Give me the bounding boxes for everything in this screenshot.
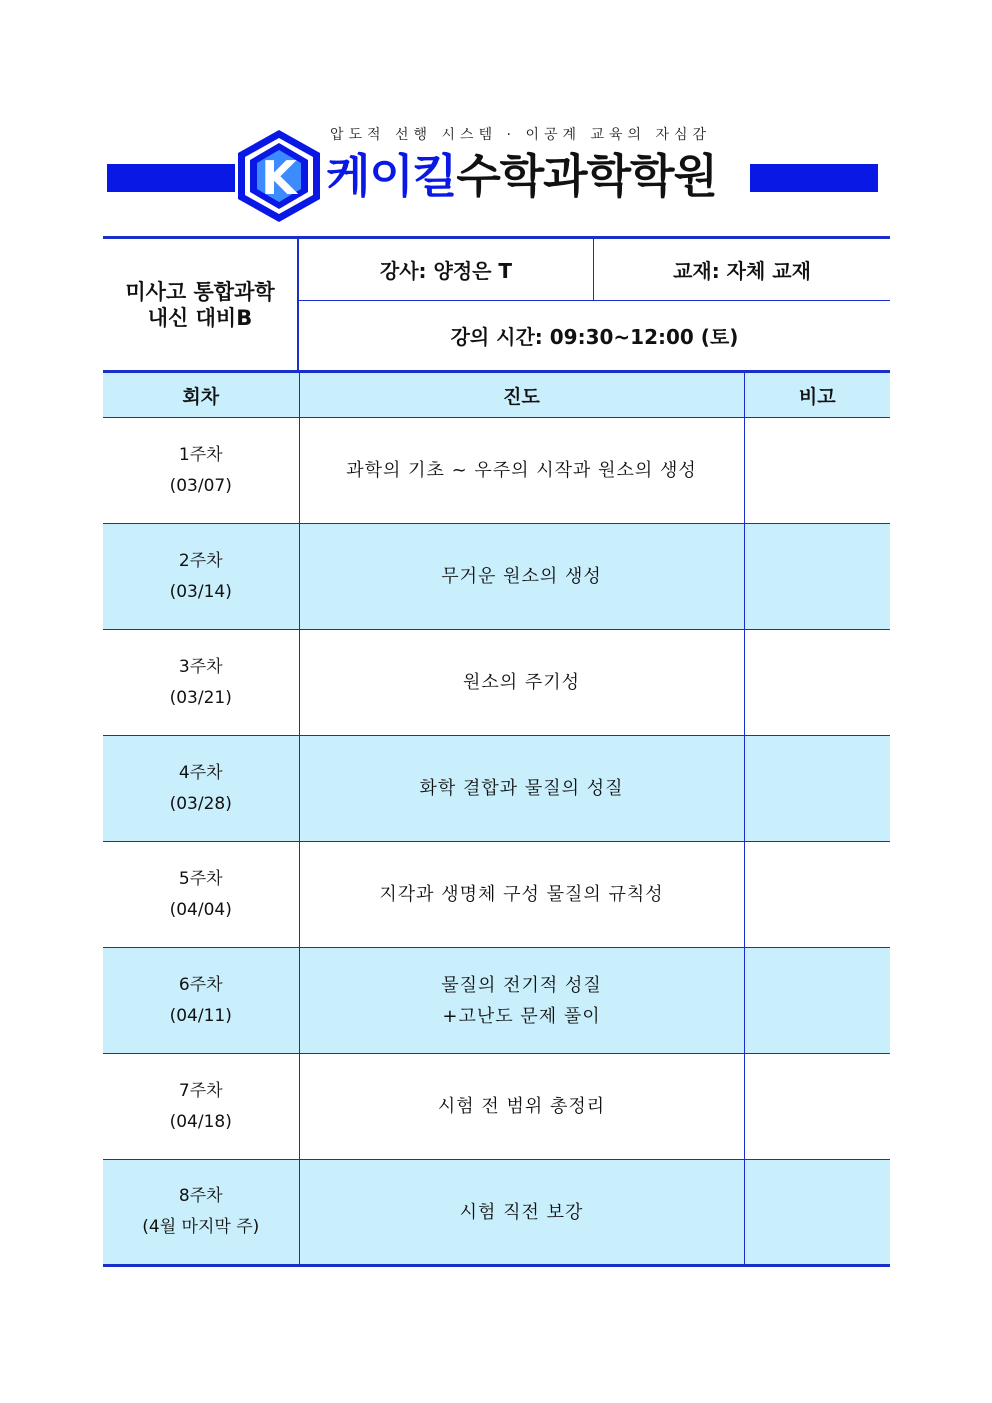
topic-line1: 무거운 원소의 생성 xyxy=(441,566,602,587)
table-row xyxy=(103,524,890,630)
note-cell xyxy=(744,418,890,524)
topic-line1: 지각과 생명체 구성 물질의 규칙성 xyxy=(379,884,664,905)
session-cell xyxy=(103,736,299,842)
week-label: 6주차 xyxy=(178,974,223,995)
week-label: 7주차 xyxy=(178,1080,223,1101)
week-date: (04/18) xyxy=(169,1111,232,1132)
note-cell xyxy=(744,948,890,1054)
course-title-line1: 미사고 통합과학 xyxy=(125,279,275,304)
table-row xyxy=(103,736,890,842)
page-header xyxy=(0,0,992,236)
topic-line1: 과학의 기초 ~ 우주의 시작과 원소의 생성 xyxy=(346,460,697,481)
session-cell xyxy=(103,524,299,630)
week-label: 3주차 xyxy=(178,656,223,677)
academy-name-part2: 수학과학학원 xyxy=(456,149,717,203)
topic-line1: 원소의 주기성 xyxy=(462,672,581,693)
note-cell xyxy=(744,1160,890,1266)
week-date: (04/04) xyxy=(169,899,232,920)
logo-letter: K xyxy=(261,151,297,205)
week-label: 5주차 xyxy=(178,868,223,889)
week-date: (03/21) xyxy=(169,687,232,708)
week-label: 1주차 xyxy=(178,444,223,465)
session-cell xyxy=(103,948,299,1054)
topic-line1: 화학 결합과 물질의 성질 xyxy=(419,778,624,799)
table-row xyxy=(103,1054,890,1160)
header-progress: 진도 xyxy=(299,372,744,418)
week-date: (03/28) xyxy=(169,793,232,814)
teacher-label: 강사: 양정은 T xyxy=(299,239,594,301)
progress-cell xyxy=(299,1054,744,1160)
table-row xyxy=(103,948,890,1054)
week-date: (04/11) xyxy=(169,1005,232,1026)
note-cell xyxy=(744,524,890,630)
week-label: 4주차 xyxy=(178,762,223,783)
session-cell xyxy=(103,1054,299,1160)
table-row xyxy=(103,630,890,736)
header-bar-left xyxy=(107,164,235,192)
topic-line1: 물질의 전기적 성질 xyxy=(441,974,602,996)
header-note: 비고 xyxy=(744,372,890,418)
table-row xyxy=(103,1160,890,1266)
week-date: (03/14) xyxy=(169,581,232,602)
note-cell xyxy=(744,736,890,842)
academy-logo-icon xyxy=(236,128,322,224)
week-label: 2주차 xyxy=(178,550,223,571)
textbook-label: 교재: 자체 교재 xyxy=(594,239,890,301)
note-cell xyxy=(744,630,890,736)
course-title-line2: 내신 대비B xyxy=(147,305,253,330)
note-cell xyxy=(744,1054,890,1160)
table-header-row xyxy=(103,372,890,418)
progress-cell xyxy=(299,842,744,948)
week-date: (03/07) xyxy=(169,475,232,496)
session-cell xyxy=(103,1160,299,1266)
schedule-table xyxy=(103,370,890,1267)
lecture-time-label: 강의 시간: 09:30~12:00 (토) xyxy=(450,325,739,349)
week-label: 8주차 xyxy=(178,1186,223,1206)
progress-cell xyxy=(299,630,744,736)
academy-name-part1: 케이킬 xyxy=(326,149,457,203)
session-cell xyxy=(103,418,299,524)
topic-line1: 시험 전 범위 총정리 xyxy=(437,1096,606,1117)
header-session: 회차 xyxy=(103,372,299,418)
topic-line2: +고난도 문제 풀이 xyxy=(442,1005,601,1027)
table-row xyxy=(103,418,890,524)
tagline: 압도적 선행 시스템 · 이공계 교육의 자심감 xyxy=(330,127,712,143)
progress-cell xyxy=(299,1160,744,1266)
session-cell xyxy=(103,842,299,948)
course-info xyxy=(103,236,890,370)
progress-cell xyxy=(299,418,744,524)
course-title xyxy=(103,239,299,370)
topic-line1: 시험 직전 보강 xyxy=(459,1201,584,1223)
progress-cell xyxy=(299,736,744,842)
note-cell xyxy=(744,842,890,948)
progress-cell xyxy=(299,524,744,630)
week-date: (4월 마지막 주) xyxy=(142,1217,260,1237)
session-cell xyxy=(103,630,299,736)
header-bar-right xyxy=(750,164,878,192)
progress-cell xyxy=(299,948,744,1054)
table-row xyxy=(103,842,890,948)
academy-name xyxy=(326,140,717,206)
